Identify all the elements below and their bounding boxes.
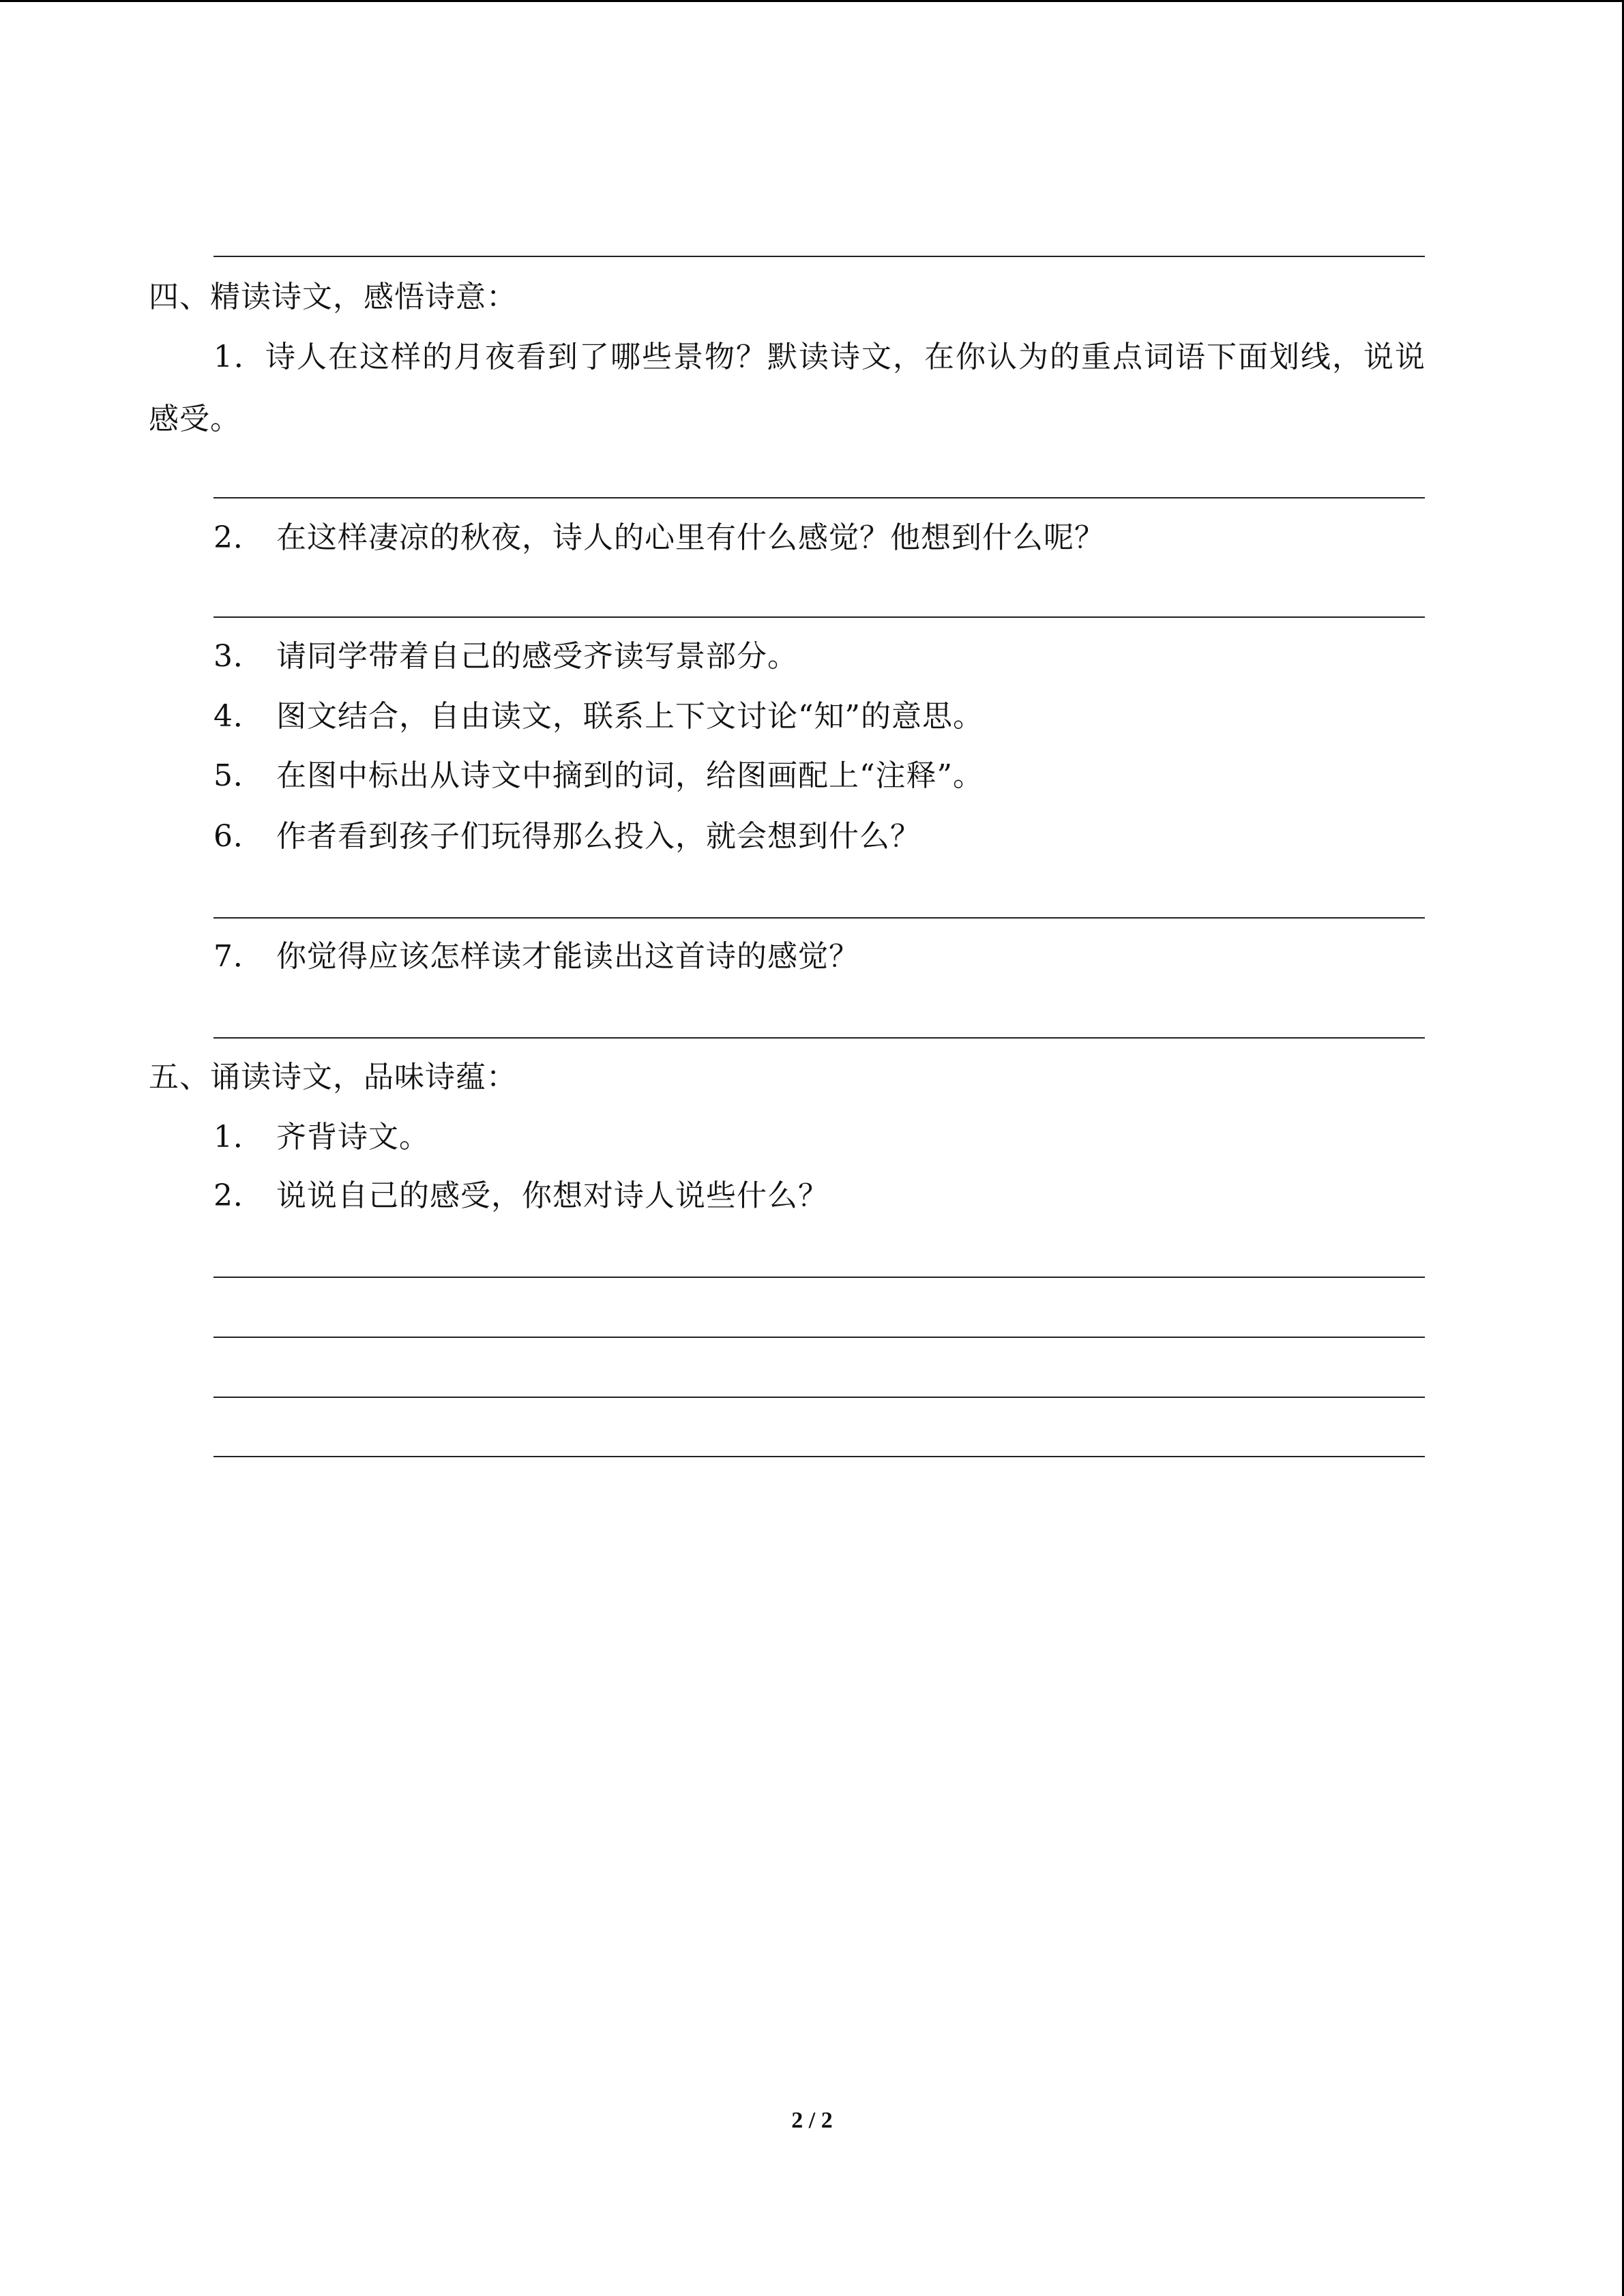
question-4-2: [213, 519, 1105, 557]
question-text: 作者看到孩子们玩得那么投入，就会想到什么？: [276, 819, 921, 854]
question-number: 2．: [213, 1178, 264, 1213]
answer-line[interactable]: [213, 1456, 1425, 1457]
answer-line[interactable]: [213, 1277, 1425, 1278]
answer-line[interactable]: [213, 1037, 1425, 1039]
question-4-1-continuation: 感受。: [149, 402, 241, 436]
question-number: 7．: [213, 939, 264, 974]
question-text: 请同学带着自己的感受齐读写景部分。: [276, 639, 798, 674]
question-number: 2．: [213, 520, 264, 555]
question-text: 诗人在这样的月夜看到了哪些景物？默读诗文，在你认为的重点词语下面划线，说说: [265, 340, 1426, 374]
question-text: 在这样凄凉的秋夜，诗人的心里有什么感觉？他想到什么呢？: [276, 520, 1105, 555]
answer-line[interactable]: [213, 917, 1425, 919]
question-4-5: [213, 757, 984, 795]
section-heading-five: 五、诵读诗文，品味诗蕴：: [149, 1060, 517, 1094]
question-4-1: [149, 327, 1479, 388]
question-text: 你觉得应该怎样读才能读出这首诗的感觉？: [276, 939, 859, 974]
section-heading-four: 四、精读诗文，感悟诗意：: [149, 280, 517, 314]
question-number: 1．: [213, 1120, 264, 1154]
question-5-2: [213, 1177, 829, 1215]
question-number: 6．: [213, 819, 264, 854]
page-number: 2 / 2: [791, 2108, 833, 2133]
question-number: 3．: [213, 639, 264, 674]
question-text: 齐背诗文。: [276, 1120, 430, 1154]
answer-line[interactable]: [213, 497, 1425, 498]
question-4-4: [213, 698, 984, 736]
answer-line[interactable]: [213, 256, 1425, 257]
question-4-7: [213, 938, 859, 976]
question-text: 图文结合，自由读文，联系上下文讨论“知”的意思。: [276, 699, 984, 734]
question-4-6: [213, 818, 921, 856]
question-number: 5．: [213, 758, 264, 793]
answer-line[interactable]: [213, 616, 1425, 618]
question-text: 说说自己的感受，你想对诗人说些什么？: [276, 1178, 829, 1213]
question-number: 4．: [213, 699, 264, 734]
answer-line[interactable]: [213, 1397, 1425, 1398]
answer-line[interactable]: [213, 1337, 1425, 1338]
question-text: 在图中标出从诗文中摘到的词，给图画配上“注释”。: [276, 758, 984, 793]
question-number: 1．: [213, 340, 265, 374]
question-5-1: [213, 1118, 430, 1157]
question-4-3: [213, 638, 798, 676]
